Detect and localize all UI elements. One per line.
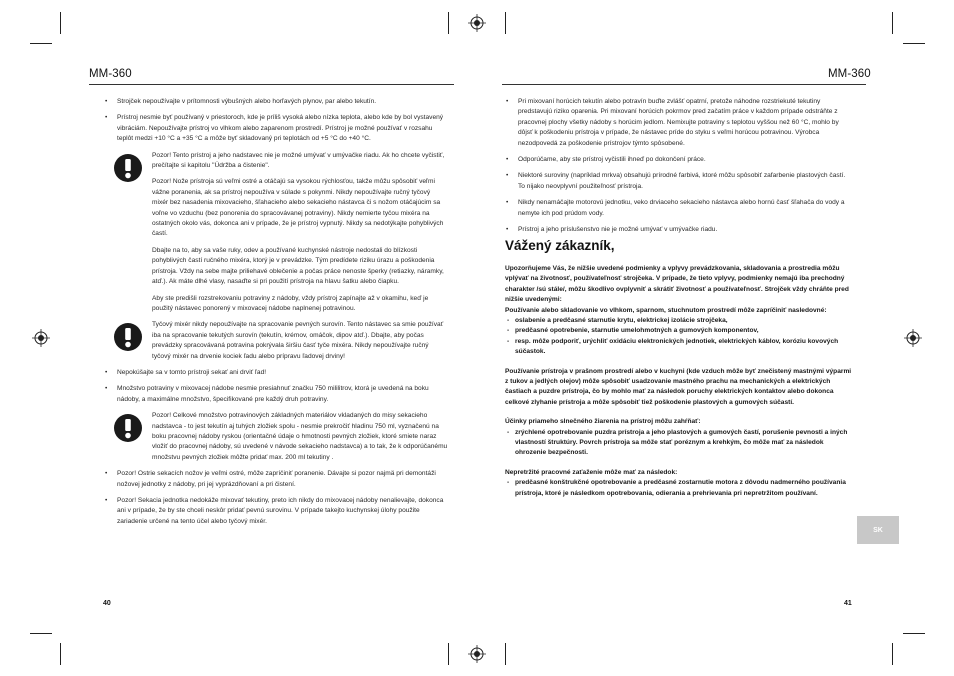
bullet-text: Odporúčame, aby ste prístroj vyčistili ihneď po dokončení práce. [518, 156, 706, 164]
dash-marker: - [507, 428, 510, 436]
crop-mark [30, 633, 52, 634]
bullet-text: Strojček nepoužívajte v prítomnosti výbušných alebo horľavých plynov, par alebo tekutín. [117, 98, 377, 105]
bullet-marker: • [105, 114, 108, 122]
bullet-marker: • [105, 368, 108, 376]
registration-mark-icon [32, 329, 50, 347]
warning-block [104, 151, 448, 315]
warning-block [104, 320, 448, 362]
crop-mark [892, 643, 893, 665]
dash-text: zrýchlené opotrebovanie puzdra prístroja a jeho plastových a gumových častí, porušenie pevnosti a iných vlastností štruktúry. Povrch prístroja sa môže stať poréznym a krehkým, čo môže mať za následok ohrozenie bezpečnosti. [515, 428, 848, 457]
intro-paragraph: Upozorňujeme Vás, že nižšie uvedené podmienky a vplyvy prevádzkovania, skladovania a prostredia môžu vplývať na životnosť, používateľnosť strojčeka. V prípade, že tieto vplyvy, podmienky nemajú iba prechodný charakter /sú stále/, môžu škodlivo ovplyvniť a skrátiť životnosť a používateľnosť. Strojček vždy chráňte pred nižšie uvedenými: [505, 264, 849, 304]
bullet-item [104, 113, 448, 144]
bullet-item [505, 171, 853, 192]
bullet-marker: • [105, 385, 108, 393]
dash-item [505, 337, 853, 358]
warning-text: Aby ste predišli rozstrekovaniu potraviny z nádoby, vždy prístroj zapínajte až v okamihu, keď je použitý nástavec ponorený v mixovacej nádobe naplnenej potravinou. [152, 294, 429, 312]
bullet-marker: • [506, 226, 509, 234]
dash-marker: - [507, 316, 510, 324]
bullet-item [505, 155, 853, 165]
language-tab: SK [857, 516, 899, 544]
dash-marker: - [507, 327, 510, 335]
condition-section [505, 468, 853, 499]
dash-text: predčasné konštrukčné opotrebovanie a predčasné zostarnutie motora z dôvodu nadmerného používania prístroja, ktoré je následkom opotrebovania, odierania a prehrievania pri nepretržitom používaní. [515, 479, 846, 497]
warning-text: Pozor! Nože prístroja sú veľmi ostré a otáčajú sa vysokou rýchlosťou, takže môžu spôsobiť veľmi vážne poranenia, ak sa prístroj nepoužíva v súlade s pokynmi. Nikdy nepoužívajte ručný tyčový mixér bez nasadenia mixovacieho, šľahacieho alebo sekacieho nástavca či s nožom otáčajúcim sa voľne vo vzduchu (bez ponorenia do spracovávanej potraviny). Nikdy nemierte tyčou mixéra na ostatných okolo vás, dokonca ani v prípade, že je prístroj vypnutý. Nikdy sa nedotýkajte pohyblivých častí. [152, 178, 444, 238]
dash-marker: - [507, 337, 510, 345]
bullet-item [505, 225, 853, 235]
bullet-marker: • [506, 199, 509, 207]
warning-block [104, 411, 448, 463]
bullet-item [104, 97, 448, 107]
right-model-label: MM-360 [828, 68, 871, 80]
condition-lead: Používanie prístroja v prašnom prostredí alebo v kuchyni (kde vzduch môže byť znečistený mastnými výparmi z tukov a jedlých olejov) môže spôsobiť usadzovanie mastného prachu na mechanických a elektrických častiach a puzdre prístroja, čo by mohlo mať za následok poruchy elektrických kontaktov alebo dokonca celkové zlyhanie prístroja a môže spôsobiť tiež poškodenie plastových a gumových súčastí. [505, 367, 852, 406]
left-column [104, 97, 448, 533]
warning-text: Pozor! Celkové množstvo potravinových základných materiálov vkladaných do misy sekacieho nadstavca - to jest tekutín aj tuhých zložiek spolu - nesmie prekročiť hladinu 750 ml, vyznačenú na boku pracovnej nádoby ryskou (orientačné údaje o hmotnosti pevných zložiek, ktoré smiete naraz vložiť do pracovnej nádoby, sú uvedené v návode sekacieho nadstavca) a to tak, že k odporúčanému množstvu pevných zložiek môžte pridať max. 200 ml tekutiny . [152, 412, 448, 461]
crop-mark [505, 643, 506, 665]
bullet-marker: • [105, 497, 108, 504]
bullet-text: Pri mixovaní horúcich tekutín alebo potravín buďte zvlášť opatrní, pretože náhodne rozstriekuté tekutiny predstavujú riziko oparenia. Pri mixovaní horúcich pokrmov pred začatím práce v každom prípade odstráňte z pracovnej plochy všetky nádoby s horúcim jedlom. Nemixujte potraviny s teplotou vyššou než 60 °C, mohlo by dôjsť k poškodeniu prístroja v prípade, že nástavec príde do styku s veľmi horúcou potravinou. Výrobca nezodpovedá za poškodenie prístrojov týmto spôsobené. [518, 98, 839, 147]
crop-mark [30, 43, 52, 44]
bullet-text: Prístroj a jeho príslušenstvo nie je možné umývať v umývačke riadu. [518, 226, 718, 234]
warning-text: Pozor! Tento prístroj a jeho nadstavec nie je možné umývať v umývačke riadu. Ak ho chcete vyčistiť, prečítajte si kapitolu "Údržba a čistenie". [152, 151, 445, 170]
crop-mark [892, 12, 893, 34]
condition-lead: Používanie alebo skladovanie vo vlhkom, sparnom, stuchnutom prostredí môže zapríčiniť nasledovné: [505, 306, 827, 314]
bullet-marker: • [506, 172, 509, 180]
condition-section [505, 306, 853, 358]
warning-text: Dbajte na to, aby sa vaše ruky, odev a používané kuchynské nástroje nedostali do blízkosti pohyblivých častí ručného mixéra, ktorý je v prevádzke. Tým predídete riziku úrazu a poškodenia prístroja. Vždy na sebe majte priliehavé oblečenie a počas práce nenoste šperky (retiazky, náramky, atď.). Ak máte dlhé vlasy, nasaďte si pri použití prístroja na hlavu šatku alebo čiapku. [152, 246, 444, 286]
bullet-item [104, 384, 448, 405]
right-column [505, 97, 853, 508]
left-page-number: 40 [103, 600, 111, 607]
left-model-label: MM-360 [89, 68, 132, 80]
dash-item [505, 326, 853, 336]
bullet-marker: • [506, 156, 509, 164]
bullet-marker: • [105, 98, 108, 105]
bullet-text: Nikdy nenamáčajte motorovú jednotku, veko drviaceho sekacieho nástavca alebo hornú časť šľahača do vody a nemyte ich pod prúdom vody. [518, 199, 845, 217]
crop-mark [903, 43, 925, 44]
right-page-number: 41 [844, 600, 852, 607]
bullet-text: Množstvo potraviny v mixovacej nádobe nesmie presiahnuť značku 750 mililitrov, ktorá je uvedená na boku nádoby, a maximálne množstvo, špecifikované pre každý druh potraviny. [117, 385, 429, 403]
bullet-text: Pozor! Sekacia jednotka nedokáže mixovať tekutiny, preto ich nikdy do mixovacej nádoby nenalievajte, dokonca ani v prípade, že by ste chceli neskôr pridať pevnú surovinu. V prípade takejto kuchynskej úlohy použite zariadenie určené na tento účel alebo tyčový mixér. [117, 497, 444, 525]
registration-mark-icon [468, 645, 486, 663]
crop-mark [505, 12, 506, 34]
dash-item [505, 478, 853, 499]
bullet-item [104, 496, 448, 527]
registration-mark-icon [468, 14, 486, 32]
left-header-rule [89, 84, 454, 85]
bullet-text: Nepokúšajte sa v tomto prístroji sekať ani drviť ľad! [117, 368, 267, 376]
crop-mark [60, 12, 61, 34]
bullet-text: Pozor! Ostrie sekacích nožov je veľmi ostré, môže zapríčiniť poranenie. Dávajte si pozor najmä pri demontáži nožovej jednotky z nádoby, pri jej vyprázdňovaní a pri čistení. [117, 470, 436, 488]
right-header-rule [502, 84, 866, 85]
warning-exclamation-icon [113, 153, 143, 183]
condition-lead: Účinky priameho slnečného žiarenia na prístroj môžu zahŕňať: [505, 418, 701, 426]
registration-mark-icon [904, 329, 922, 347]
dash-text: resp. môže podporiť, urýchliť oxidáciu elektronických jednotiek, elektrických káblov, koróziu kovových súčastok. [515, 337, 839, 356]
bullet-text: Prístroj nesmie byť používaný v priestoroch, kde je príliš vysoká alebo nízka teplota, alebo kde by bol vystavený vibráciám. Nepoužívajte prístroj vo vlhkom alebo zaparenom prostredí. Prístroj je možné používať v rozsahu teplôt medzi +10 °C a +35 °C a môže byť skladovaný pri teplotách od +5 °C do +40 °C. [117, 114, 444, 143]
crop-mark [448, 12, 449, 34]
bullet-text: Niektoré suroviny (napríklad mrkva) obsahujú prírodné farbivá, ktoré môžu spôsobiť zafarbenie plastových častí. To nijako neovplyvní použiteľnosť prístroja. [518, 172, 846, 190]
warning-exclamation-icon [113, 322, 143, 352]
bullet-item [505, 198, 853, 219]
dash-text: oslabenie a predčasné starnutie krytu, elektrickej izolácie strojčeka, [515, 316, 728, 324]
dash-item [505, 316, 853, 326]
dash-marker: - [507, 479, 510, 487]
crop-mark [60, 643, 61, 665]
warning-text: Tyčový mixér nikdy nepoužívajte na spracovanie pevných surovín. Tento nástavec sa smie používať iba na spracovanie tekutých surovín (tekutín, krémov, omáčok, dipov atď.). Dbajte, aby počas prevádzky spracovávaná potravina pokrývala širšiu časť tyče mixéra. Nikdy nepoužívajte ručný tyčový mixér na drvenie kociek ľadu alebo prípravu ľadovej drviny! [152, 321, 444, 360]
crop-mark [448, 643, 449, 665]
crop-mark [903, 633, 925, 634]
dash-item [505, 428, 853, 459]
bullet-item [104, 469, 448, 490]
bullet-item [104, 368, 448, 378]
section-heading: Vážený zákazník, [505, 238, 615, 254]
bullet-marker: • [105, 470, 108, 478]
bullet-item [505, 97, 853, 149]
warning-exclamation-icon [113, 413, 143, 443]
condition-section [505, 417, 853, 459]
condition-section [505, 367, 853, 409]
bullet-marker: • [506, 98, 509, 105]
condition-lead: Nepretržité pracovné zaťaženie môže mať za následok: [505, 468, 678, 476]
dash-text: predčasné opotrebenie, starnutie umelohmotných a gumových komponentov, [515, 327, 759, 335]
